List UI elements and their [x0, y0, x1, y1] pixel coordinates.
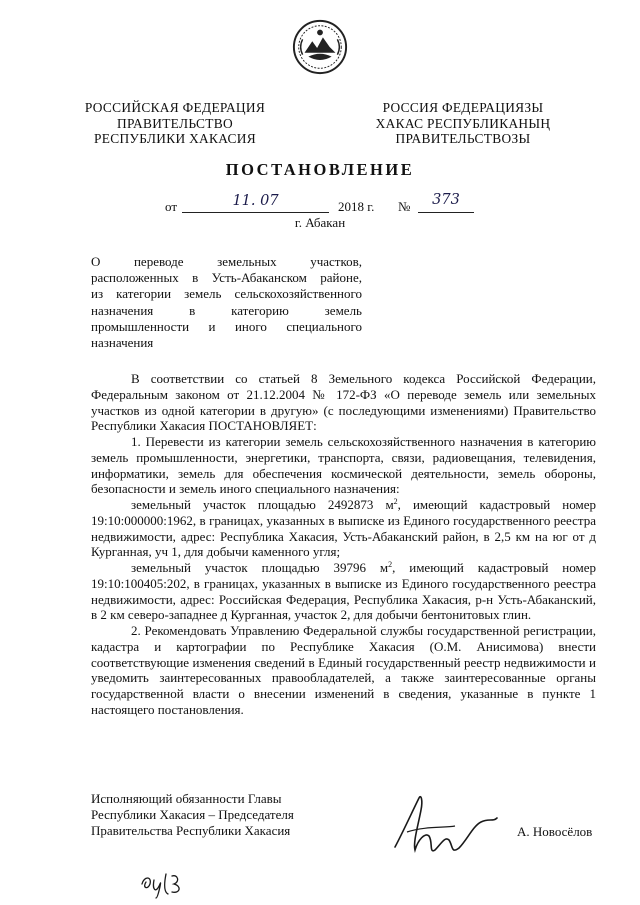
subject-block	[91, 254, 362, 351]
date-handwritten: 11. 07	[232, 193, 279, 209]
superscript-2: 2	[393, 497, 398, 506]
subject-line: назначения	[91, 335, 154, 351]
land-plot-2-text-b: , имеющий кадастровый номер 19:10:100405:202, в границах, указанных в выписке из Единого государственного реестра недвижимости, адрес: Российская Федерация, Республика Хакасия, р-н Усть-Абаканский, в 2 км северо-западнее д Курганная, участок 2, для добычи бентонитовых глин.	[91, 560, 597, 623]
clause-2-paragraph: 2. Рекомендовать Управлению Федеральной службы государственной регистрации, кадастра и картографии по Республике Хакасия (О.М. Анисимова) внести соответствующие изменения сведений в Единый государственный реестр недвижимости и уведомить заинтересованных правообладателей, а также заинтересованные органы государственной власти о внесении изменений в сведения, указанные в пункте 1 настоящего постановления.	[91, 623, 596, 717]
document-title: ПОСТАНОВЛЕНИЕ	[225, 160, 415, 179]
handwritten-signature	[385, 792, 510, 870]
header-right-line-1: РОССИЯ ФЕДЕРАЦИЯЗЫ	[382, 100, 544, 115]
clause-1-paragraph: 1. Перевести из категории земель сельскохозяйственного назначения в категорию земель промышленности, энергетики, транспорта, связи, радиовещания, телевидения, информатики, земель для обеспечения космической деятельности, земель обороны, безопасности и земель иного специального назначения:	[91, 434, 596, 497]
date-field	[182, 193, 329, 213]
number-handwritten: 373	[432, 192, 460, 208]
subject-line: О переводе земельных участков,	[91, 254, 362, 269]
number-label: №	[398, 199, 411, 214]
header-left-line-1: РОССИЙСКАЯ ФЕДЕРАЦИЯ	[84, 100, 266, 115]
header-left-line-3: РЕСПУБЛИКИ ХАКАСИЯ	[94, 131, 256, 146]
city-label: г. Абакан	[294, 215, 346, 230]
land-plot-1-text-a: земельный участок площадью 2492873 м	[131, 497, 394, 512]
subject-line: назначения в категорию земель	[91, 302, 362, 318]
subject-line: промышленности и иного специального	[91, 318, 362, 334]
land-plot-2-text-a: земельный участок площадью 39796 м	[131, 560, 389, 575]
subject-line: расположенных в Усть-Абаканском районе,	[91, 270, 362, 286]
preamble-paragraph: В соответствии со статьей 8 Земельного кодекса Российской Федерации, Федеральным законом от 21.12.2004 № 172-ФЗ «О переводе земель или земельных участков из одной категории в другую» (с последующими изменениями) Правительство Республики Хакасия ПОСТАНОВЛЯЕТ:	[91, 371, 596, 434]
land-plot-1-paragraph	[91, 497, 596, 560]
superscript-2: 2	[388, 560, 393, 569]
signer-name: А. Новосёлов	[517, 824, 593, 839]
signer-position-line: Исполняющий обязанности Главы	[91, 791, 282, 806]
date-prefix-label: от	[165, 199, 178, 214]
header-left-line-2: ПРАВИТЕЛЬСТВО	[117, 115, 233, 131]
number-field	[418, 192, 474, 213]
signer-position-line: Правительства Республики Хакасия	[91, 823, 291, 838]
signer-position-line: Республики Хакасия – Председателя	[91, 807, 294, 822]
document-body	[91, 371, 596, 718]
year-label: 2018 г.	[338, 199, 375, 214]
header-right-line-2: ХАКАС РЕСПУБЛИКАНЫҢ	[375, 115, 551, 131]
handwritten-initials	[138, 870, 198, 900]
header-right-block	[358, 100, 568, 147]
coat-of-arms-emblem	[291, 18, 349, 76]
subject-line: из категории земель сельскохозяйственного	[91, 286, 362, 302]
header-left-block	[70, 100, 280, 147]
land-plot-2-paragraph	[91, 560, 596, 623]
header-right-line-3: ПРАВИТЕЛЬСТВОЗЫ	[395, 131, 531, 146]
land-plot-1-text-b: , имеющий кадастровый номер 19:10:000000:1962, в границах, указанных в выписке из Единого государственного реестра недвижимости, адрес: Республика Хакасия, Усть-Абаканский район, в 2,5 км на юг от д Курганная, уч 1, для добычи каменного угля;	[91, 497, 596, 560]
signer-position-block	[91, 791, 331, 839]
